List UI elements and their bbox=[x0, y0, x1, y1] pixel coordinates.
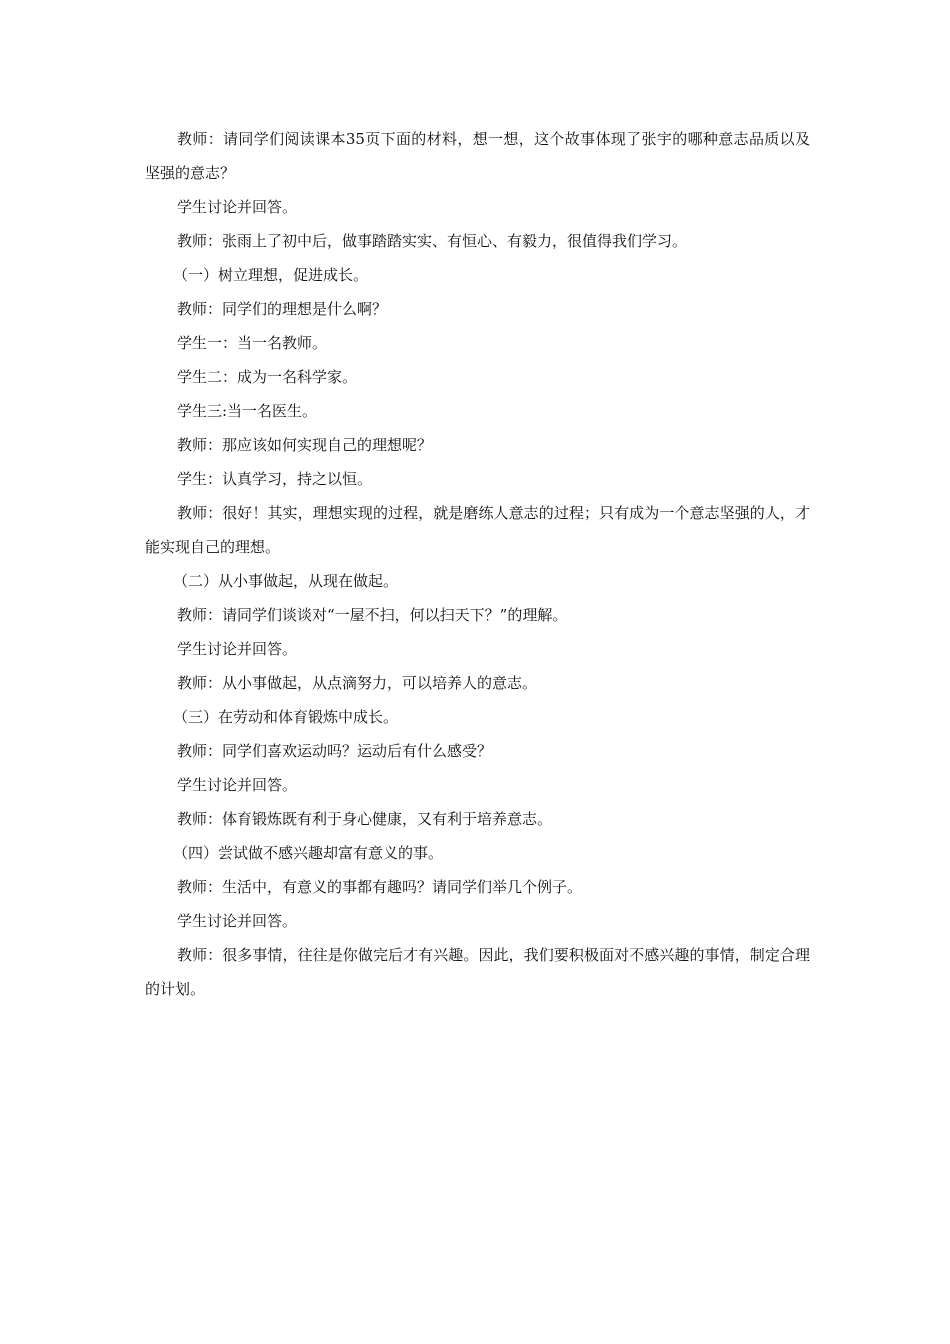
paragraph-teacher-question: 教师：生活中，有意义的事都有趣吗？请同学们举几个例子。 bbox=[177, 878, 583, 896]
section-heading-1: （一）树立理想，促进成长。 bbox=[173, 266, 369, 284]
paragraph-teacher-question: 教师：同学们的理想是什么啊？ bbox=[177, 300, 388, 318]
paragraph-teacher-comment: 教师：从小事做起，从点滴努力，可以培养人的意志。 bbox=[177, 674, 538, 692]
paragraph-teacher-comment: 教师：很好！其实，理想实现的过程，就是磨练人意志的过程；只有成为一个意志坚强的人，才能实现自己的理想。 bbox=[145, 504, 810, 556]
paragraph-student-answer: 学生：认真学习，持之以恒。 bbox=[177, 470, 373, 488]
document-body bbox=[145, 122, 810, 1006]
section-heading-4: （四）尝试做不感兴趣却富有意义的事。 bbox=[173, 844, 444, 862]
paragraph-student-three: 学生三:当一名医生。 bbox=[177, 402, 318, 420]
section-heading-2: （二）从小事做起，从现在做起。 bbox=[173, 572, 399, 590]
paragraph-teacher-question: 教师：那应该如何实现自己的理想呢？ bbox=[177, 436, 433, 454]
paragraph-student-discussion: 学生讨论并回答。 bbox=[177, 198, 298, 216]
paragraph-teacher-comment: 教师：很多事情，往往是你做完后才有兴趣。因此，我们要积极面对不感兴趣的事情，制定合理的计划。 bbox=[145, 946, 810, 998]
paragraph-teacher-question: 教师：同学们喜欢运动吗？运动后有什么感受？ bbox=[177, 742, 493, 760]
paragraph-teacher-prompt: 教师：请同学们阅读课本35页下面的材料，想一想，这个故事体现了张宇的哪种意志品质以及坚强的意志？ bbox=[145, 130, 810, 182]
paragraph-student-discussion: 学生讨论并回答。 bbox=[177, 912, 298, 930]
paragraph-student-two: 学生二：成为一名科学家。 bbox=[177, 368, 358, 386]
section-heading-3: （三）在劳动和体育锻炼中成长。 bbox=[173, 708, 399, 726]
paragraph-student-discussion: 学生讨论并回答。 bbox=[177, 640, 298, 658]
paragraph-teacher-prompt: 教师：请同学们谈谈对“一屋不扫，何以扫天下？”的理解。 bbox=[177, 606, 568, 624]
paragraph-teacher-comment: 教师：张雨上了初中后，做事踏踏实实、有恒心、有毅力，很值得我们学习。 bbox=[177, 232, 688, 250]
paragraph-student-one: 学生一：当一名教师。 bbox=[177, 334, 328, 352]
paragraph-teacher-comment: 教师：体育锻炼既有利于身心健康，又有利于培养意志。 bbox=[177, 810, 553, 828]
paragraph-student-discussion: 学生讨论并回答。 bbox=[177, 776, 298, 794]
